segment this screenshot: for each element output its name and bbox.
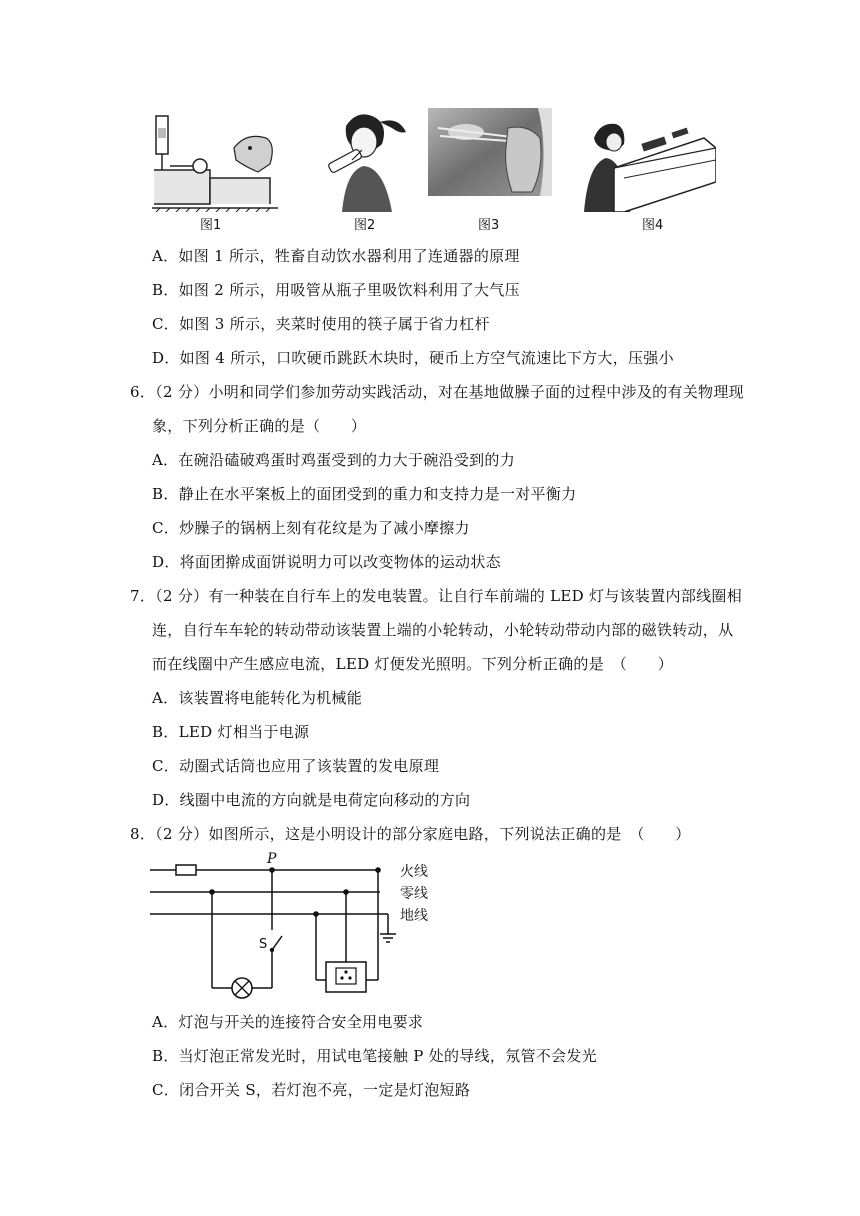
- q6-option-a: A．在碗沿磕破鸡蛋时鸡蛋受到的力大于碗沿受到的力: [152, 451, 516, 469]
- figure-4-caption: 图4: [642, 218, 664, 233]
- q8-option-c: C．闭合开关 S，若灯泡不亮，一定是灯泡短路: [152, 1081, 471, 1099]
- label-switch-s: S: [259, 937, 268, 952]
- household-circuit-diagram: [148, 850, 438, 1002]
- point-p-dot: [269, 867, 275, 873]
- q5-option-c: C．如图 3 所示，夹菜时使用的筷子属于省力杠杆: [152, 315, 490, 333]
- q8-stem-line-1: 8．（2 分）如图所示，这是小明设计的部分家庭电路，下列说法正确的是 （ ）: [130, 825, 691, 843]
- figure-row: [0, 108, 860, 233]
- q5-option-b: B．如图 2 所示，用吸管从瓶子里吸饮料利用了大气压: [152, 281, 520, 299]
- q6-stem-line-2: 象，下列分析正确的是（ ）: [152, 417, 367, 435]
- figure-3-caption: 图3: [478, 218, 500, 233]
- q7-stem-line-2: 连，自行车车轮的转动带动该装置上端的小轮转动，小轮转动带动内部的磁铁转动，从: [152, 621, 734, 639]
- q7-option-c: C．动圈式话筒也应用了该装置的发电原理: [152, 757, 440, 775]
- q6-option-d: D．将面团擀成面饼说明力可以改变物体的运动状态: [152, 553, 501, 571]
- q6-stem-line-1: 6．（2 分）小明和同学们参加劳动实践活动，对在基地做臊子面的过程中涉及的有关物理现: [130, 383, 744, 401]
- q7-option-a: A．该装置将电能转化为机械能: [152, 689, 363, 707]
- label-neutral-wire: 零线: [400, 886, 428, 902]
- fuse: [176, 865, 196, 875]
- figure-1-image: [150, 108, 280, 212]
- q5-option-a: A．如图 1 所示，牲畜自动饮水器利用了连通器的原理: [152, 247, 520, 265]
- label-live-wire: 火线: [400, 864, 428, 880]
- figure-2-image: [322, 108, 412, 212]
- q7-option-d: D．线圈中电流的方向就是电荷定向移动的方向: [152, 791, 471, 809]
- lamp-icon: [232, 978, 252, 998]
- q6-option-c: C．炒臊子的锅柄上刻有花纹是为了减小摩擦力: [152, 519, 470, 537]
- q7-stem-line-3: 而在线圈中产生感应电流，LED 灯便发光照明。下列分析正确的是 （ ）: [152, 655, 674, 673]
- q7-stem-line-1: 7．（2 分）有一种装在自行车上的发电装置。让自行车前端的 LED 灯与该装置内部线圈相: [130, 587, 743, 605]
- figure-3-image: [428, 108, 552, 196]
- q6-option-b: B．静止在水平案板上的面团受到的重力和支持力是一对平衡力: [152, 485, 577, 503]
- q8-option-a: A．灯泡与开关的连接符合安全用电要求: [152, 1013, 424, 1031]
- q7-option-b: B．LED 灯相当于电源: [152, 723, 310, 741]
- figure-4-image: [584, 108, 716, 212]
- q8-option-b: B．当灯泡正常发光时，用试电笔接触 P 处的导线，氖管不会发光: [152, 1047, 597, 1065]
- figure-2-caption: 图2: [354, 218, 376, 233]
- figure-1-caption: 图1: [200, 218, 222, 233]
- q5-option-d: D．如图 4 所示，口吹硬币跳跃木块时，硬币上方空气流速比下方大，压强小: [152, 349, 674, 367]
- label-p: P: [267, 851, 277, 867]
- label-ground-wire: 地线: [400, 908, 428, 924]
